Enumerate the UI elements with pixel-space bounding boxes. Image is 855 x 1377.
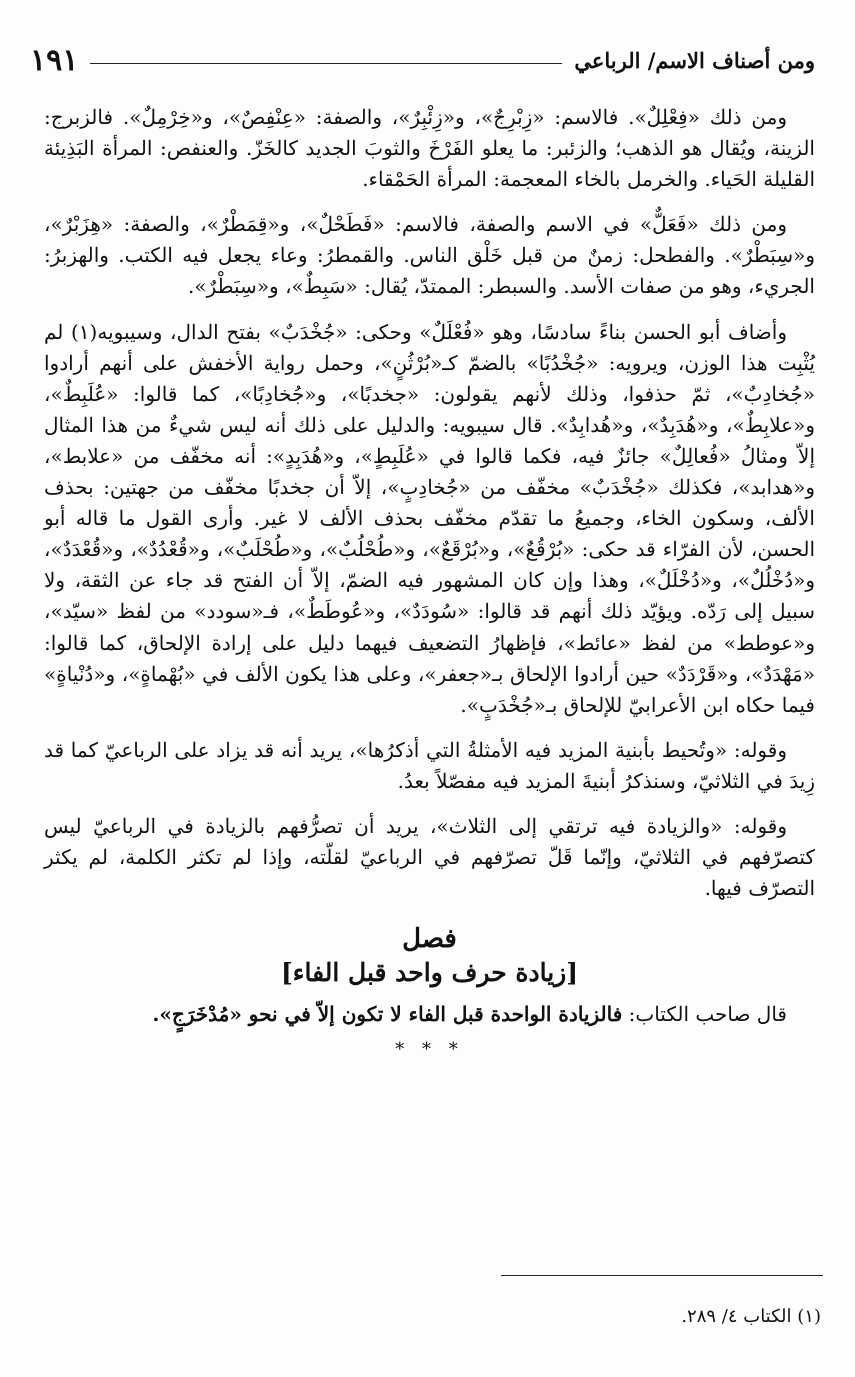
header-title: ومن أصناف الاسم/ الرباعي: [574, 47, 815, 73]
section-subtitle: [زيادة حرف واحد قبل الفاء]: [280, 958, 579, 988]
author-quote: [44, 998, 815, 1030]
paragraph: ومن ذلك «فِعْلِلٌ». فالاسم: «زِبْرِجٌ»، و«زِئْبِرٌ»، والصفة: «عِنْفِصٌ»، و«خِرْمِلٌ». فالزبرج: الزينة، ويُقال هو الذهب؛ والزئبر: ما يعلو الفَرْخَ والثوبَ الجديد كالخَزّ. والعنفص: المرأة البَذِيئة القليلة الحَياء. والخرمل بالخاء المعجمة: المرأة الحَمْقاء.: [44, 105, 815, 192]
main-text: [44, 102, 815, 1065]
paragraph: وقوله: «والزيادة فيه ترتقي إلى الثلاث»، يريد أن تصرُّفهم بالزيادة في الرباعيّ ليس كتصرّفهم في الثلاثيّ، وإنّما قَلّ تصرّفهم في الرباعيّ لقلّته، وإذا لم تكثر الكلمة، لم يكثر التصرّف فيها.: [44, 813, 815, 901]
paragraph: وأضاف أبو الحسن بناءً سادسًا، وهو «فُعْلَلٌ» وحكى: «جُخْدَبٌ» بفتح الدال، وسيبويه(١) لم يُثْبِت هذا الوزن، ويرويه: «جُخْدُبًا» بالضمّ كـ«بُرْثُنٍ»، وحمل رواية الأخفش على أنهم أرادوا «جُخادِبٌ»، ثمّ حذفوا، وذلك لأنهم يقولون: «جخدبًا»، و«جُخادِبًا»، كما قالوا: «عُلَبِطٌ»، و«علابِطٌ»، و«هُدَبِدٌ»، و«هُدابِدٌ». قال سيبويه: والدليل على ذلك أنه ليس شيءٌ من هذا المثال إلاّ ومثالُ «فُعالِلٌ» جائزٌ فيه، فكما قالوا في «عُلَبِطٍ»، و«هُدَبِدٍ»: أنه مخفّف من «علابط»، و«هدابد»، فكذلك «جُخْدَبٌ» مخفّف من «جُخادِبٍ»، إلاّ أن جخدبًا مخفّف من جهتين: بحذف الألف، وسكون الخاء، وجميعُ ما تقدّم مخفّف بحذف الألف لا غير. وأرى القول ما قاله أبو الحسن، لأن الفرّاء قد حكى: «بُرْقُعٌ»، و«بُرْقَعٌ»، و«طُحْلُبٌ»، و«طُحْلَبٌ»، و«قُعْدُدٌ»، و«قُعْدَدٌ»، و«دُخْلُلٌ»، و«دُخْلَلٌ»، وهذا وإن كان المشهور فيه الضمّ، إلاّ أن الفتح قد جاء عن الثقة، ولا سبيل إلى رَدّه. ويؤيّد ذلك أنهم قد قالوا: «سُودَدٌ»، و«عُوطَطٌ»، فـ«سودد» من لفظ «سيّد»، و«عوطط» من لفظ «عائط»، فإظهارُ التضعيف فيهما دليل على إرادة الإلحاق، كما قالوا: «مَهْدَدٌ»، و«قَرْدَدٌ» حين أرادوا الإلحاق بـ«جعفر»، وعلى هذا يكون الألف في «بُهْماةٍ»، و«دُنْياةٍ» فيما حكاه ابن الأعرابيّ للإلحاق بـ«جُخْدَبٍ».: [44, 319, 815, 717]
paragraph: وقوله: «وتُحيط بأبنية المزيد فيه الأمثلةُ التي أذكرُها»، يريد أنه قد يزاد على الرباعيّ كما قد زِيدَ في الثلاثيّ، وسنذكرُ أبنيةَ المزيد فيه مفصّلاً بعدُ.: [44, 737, 815, 793]
running-header: [30, 40, 815, 80]
section-title: فصل: [402, 924, 457, 955]
section-separator: * * *: [395, 1039, 464, 1061]
quote-intro: قال صاحب الكتاب:: [628, 1002, 787, 1027]
quote-text: فالزيادة الواحدة قبل الفاء لا تكون إلاّ في نحو «مُدْخَرَجٍ».: [152, 1002, 623, 1027]
paragraph: ومن ذلك «فَعَلٌّ» في الاسم والصفة، فالاسم: «فَطَحْلٌ»، و«قِمَطْرٌ»، والصفة: «هِزَبْرٌ»، و«سِبَطْرٌ». والفطحل: زمنٌ من قبل خَلْق الناس. والقمطرُ: وعاء يجعل فيه الكتب. والهزبرُ: الجريء، وهو من صفات الأسد. والسبطر: الممتدّ، يُقال: «سَبِطٌ»، و«سِبَطْرٌ».: [44, 212, 815, 299]
header-rule: [90, 63, 562, 64]
page-number: ١٩١: [30, 42, 79, 78]
footnote-rule: [501, 1275, 823, 1276]
footnote: (١) الكتاب ٤/ ٢٨٩.: [681, 1306, 821, 1327]
